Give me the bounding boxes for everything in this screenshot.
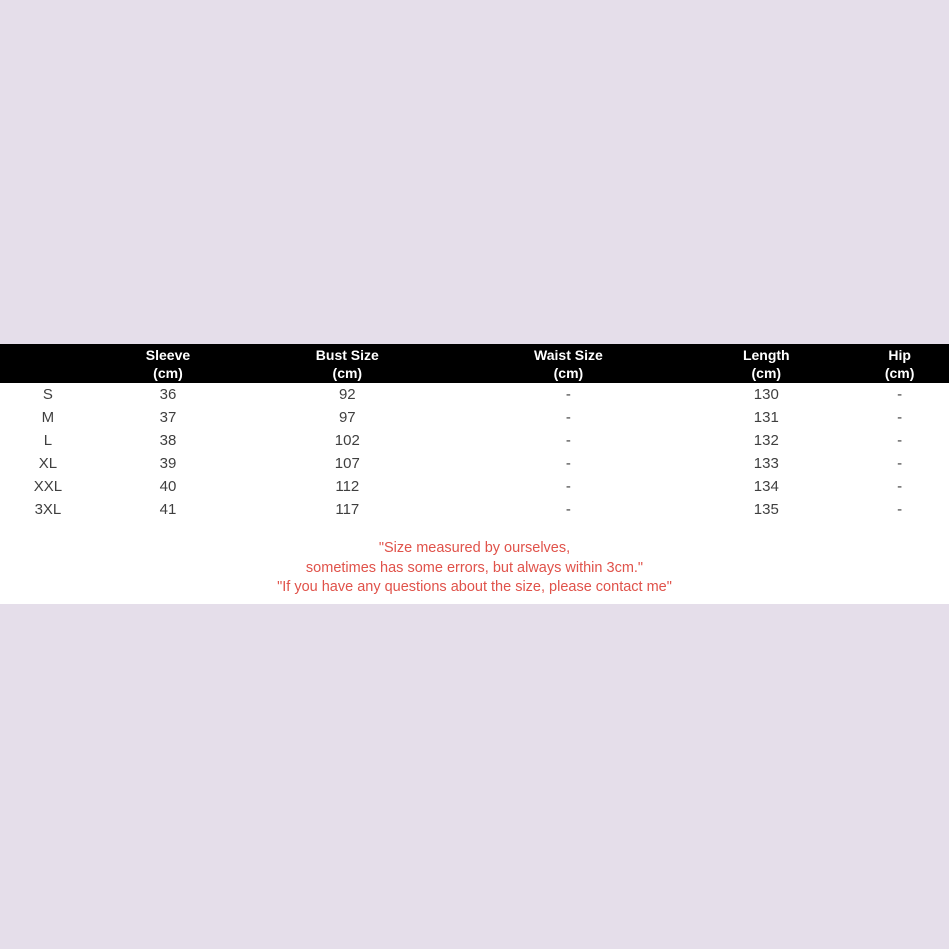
bust-cell: 102 bbox=[334, 432, 360, 449]
waist-cell: - bbox=[565, 455, 571, 472]
length-cell: 131 bbox=[753, 409, 779, 426]
length-cell: 132 bbox=[753, 432, 779, 449]
sleeve-cell: 39 bbox=[159, 455, 177, 472]
length-cell: 134 bbox=[753, 478, 779, 495]
sleeve-cell: 38 bbox=[159, 432, 177, 449]
column-unit: (cm) bbox=[553, 364, 584, 381]
column-label: Waist Size bbox=[534, 346, 603, 363]
header-length-column bbox=[682, 344, 850, 383]
header-hip-column bbox=[850, 344, 949, 383]
disclaimer-line-3: "If you have any questions about the size, please contact me" bbox=[277, 579, 672, 595]
waist-cell: - bbox=[565, 432, 571, 449]
table-row bbox=[0, 429, 949, 452]
size-disclaimer-note bbox=[0, 521, 949, 604]
size-chart-table bbox=[0, 344, 949, 521]
size-cell: 3XL bbox=[34, 501, 62, 518]
bust-cell: 107 bbox=[334, 455, 360, 472]
waist-cell: - bbox=[565, 501, 571, 518]
hip-cell: - bbox=[897, 432, 903, 449]
length-cell: 133 bbox=[753, 455, 779, 472]
size-cell: S bbox=[42, 386, 53, 403]
column-label: Length bbox=[742, 346, 790, 363]
column-label: Sleeve bbox=[145, 346, 191, 363]
hip-cell: - bbox=[897, 386, 903, 403]
size-cell: M bbox=[41, 409, 55, 426]
hip-cell: - bbox=[897, 455, 903, 472]
sleeve-cell: 36 bbox=[159, 386, 177, 403]
hip-cell: - bbox=[897, 501, 903, 518]
waist-cell: - bbox=[565, 478, 571, 495]
bust-cell: 97 bbox=[338, 409, 356, 426]
header-waist-column bbox=[455, 344, 683, 383]
sleeve-cell: 41 bbox=[159, 501, 177, 518]
table-row bbox=[0, 406, 949, 429]
column-label: Bust Size bbox=[315, 346, 379, 363]
header-row bbox=[0, 344, 949, 383]
sleeve-cell: 37 bbox=[159, 409, 177, 426]
column-unit: (cm) bbox=[884, 364, 915, 381]
table-body bbox=[0, 383, 949, 521]
size-cell: XL bbox=[38, 455, 58, 472]
header-size-column bbox=[0, 344, 96, 383]
column-unit: (cm) bbox=[751, 364, 782, 381]
table-row bbox=[0, 383, 949, 406]
disclaimer-line-2: sometimes has some errors, but always within 3cm." bbox=[305, 559, 644, 576]
waist-cell: - bbox=[565, 409, 571, 426]
column-unit: (cm) bbox=[153, 364, 183, 381]
bust-cell: 117 bbox=[335, 501, 360, 518]
table-row bbox=[0, 452, 949, 475]
length-cell: 135 bbox=[753, 501, 779, 518]
table-row bbox=[0, 475, 949, 498]
disclaimer-line-1: "Size measured by ourselves, bbox=[378, 540, 571, 556]
bust-cell: 112 bbox=[335, 478, 360, 495]
column-label: Hip bbox=[888, 346, 911, 363]
bust-cell: 92 bbox=[338, 386, 356, 403]
hip-cell: - bbox=[897, 478, 903, 495]
size-cell: L bbox=[43, 432, 53, 449]
column-unit: (cm) bbox=[332, 364, 363, 381]
waist-cell: - bbox=[565, 386, 571, 403]
table-row bbox=[0, 498, 949, 521]
hip-cell: - bbox=[897, 409, 903, 426]
size-cell: XXL bbox=[33, 478, 63, 495]
table-header bbox=[0, 344, 949, 383]
sleeve-cell: 40 bbox=[159, 478, 177, 495]
header-sleeve-column bbox=[96, 344, 240, 383]
size-chart-panel bbox=[0, 344, 949, 604]
length-cell: 130 bbox=[753, 386, 779, 403]
header-bust-column bbox=[240, 344, 454, 383]
